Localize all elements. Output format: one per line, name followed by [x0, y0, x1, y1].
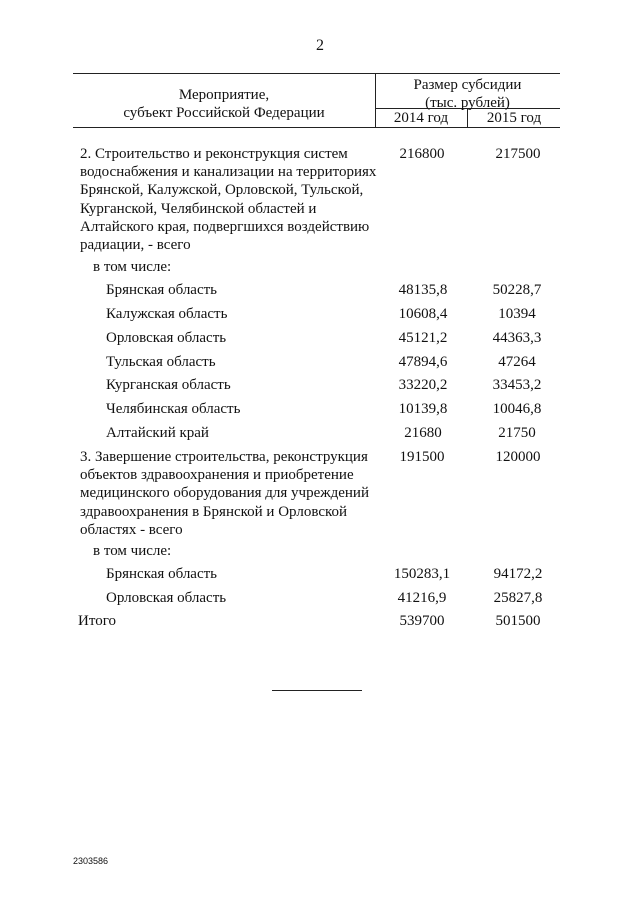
total-2015: 501500 — [495, 613, 541, 629]
header-subsidy-size: Размер субсидии (тыс. рублей) — [413, 77, 522, 111]
header-year-2014: 2014 год — [393, 110, 449, 126]
item2-row-2014: 33220,2 — [398, 377, 448, 393]
item3-title: 3. Завершение строительства, реконструкция объектов здравоохранения и приобретение медицинского оборудования для учреждений здравоохранения в Брянской и Орловской областях - всего — [80, 449, 369, 538]
item2-row-name: Орловская область — [106, 330, 227, 346]
item2-row-name: Калужская область — [106, 306, 228, 322]
item2-title: 2. Строительство и реконструкция систем водоснабжения и канализации на территориях Брянской, Калужской, Орловской, Тульской, Курганской, Челябинской областей и Алтайского края, подвергшихся воздействию радиации, - всего — [80, 146, 377, 254]
item3-row-2014: 150283,1 — [393, 566, 451, 582]
header-year-2015: 2015 год — [486, 110, 542, 126]
item2-row-2015: 10046,8 — [492, 401, 542, 417]
total-label: Итого — [78, 613, 116, 629]
item2-row-2014: 10139,8 — [398, 401, 448, 417]
end-separator — [272, 690, 362, 691]
item2-row-name: Брянская область — [106, 282, 218, 298]
header-bottom-rule — [73, 127, 560, 128]
page-number: 2 — [316, 37, 324, 54]
item2-row-2015: 10394 — [498, 306, 536, 322]
item2-row-name: Тульская область — [106, 354, 216, 370]
item2-row-2014: 48135,8 — [398, 282, 448, 298]
item3-total-2014: 191500 — [399, 449, 445, 465]
item3-row-2015: 94172,2 — [493, 566, 543, 582]
item2-row-2015: 50228,7 — [492, 282, 542, 298]
item3-row-2014: 41216,9 — [397, 590, 447, 606]
item3-row-name: Орловская область — [106, 590, 227, 606]
item3-row-name: Брянская область — [106, 566, 218, 582]
item2-row-2014: 10608,4 — [398, 306, 448, 322]
header-top-rule — [73, 73, 560, 74]
item2-row-2014: 21680 — [404, 425, 442, 441]
item2-row-2014: 45121,2 — [398, 330, 448, 346]
item3-subtotal-label: в том числе: — [93, 543, 172, 559]
item2-row-2015: 21750 — [498, 425, 536, 441]
item3-row-2015: 25827,8 — [493, 590, 543, 606]
header-event-subject: Мероприятие, субъект Российской Федерации — [123, 87, 325, 121]
item2-row-2015: 33453,2 — [492, 377, 542, 393]
item2-row-2015: 44363,3 — [492, 330, 542, 346]
item2-total-2014: 216800 — [399, 146, 445, 162]
item2-total-2015: 217500 — [495, 146, 541, 162]
item2-row-2014: 47894,6 — [398, 354, 448, 370]
item2-subtotal-label: в том числе: — [93, 259, 172, 275]
item2-row-2015: 47264 — [498, 354, 536, 370]
item2-row-name: Курганская область — [106, 377, 231, 393]
item2-row-name: Алтайский край — [106, 425, 209, 441]
item2-row-name: Челябинская область — [106, 401, 241, 417]
document-id: 2303586 — [73, 856, 109, 866]
total-2014: 539700 — [399, 613, 445, 629]
item3-total-2015: 120000 — [495, 449, 541, 465]
